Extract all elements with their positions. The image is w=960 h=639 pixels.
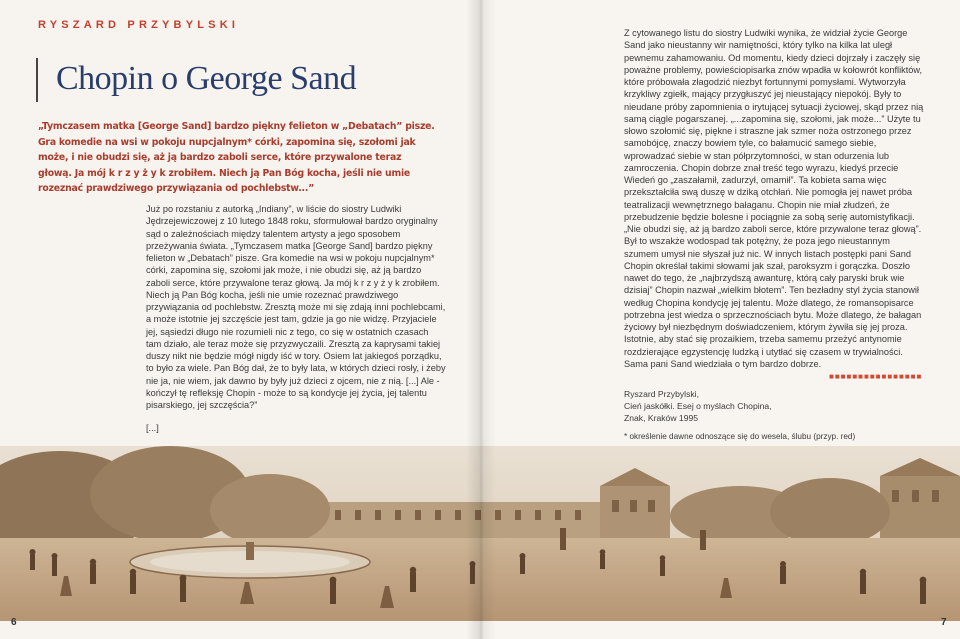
footnote: * określenie dawne odnoszące się do wesela, ślubu (przyp. red) [624, 432, 856, 441]
signature-publisher: Znak, Kraków 1995 [624, 413, 699, 423]
ellipsis-mark: [...] [146, 423, 159, 433]
author-header: RYSZARD PRZYBYLSKI [38, 19, 240, 31]
signature-author: Ryszard Przybylski, [624, 389, 699, 399]
page-title: Chopin o George Sand [56, 60, 357, 97]
page-number-right: 7 [941, 617, 947, 628]
separator-dots: ■■■■■■■■■■■■■■■■ [829, 372, 923, 381]
signature-block [624, 388, 772, 424]
title-rule [36, 58, 38, 102]
page-number-left: 6 [11, 617, 17, 628]
signature-work: Cień jaskółki. Esej o myślach Chopina, [624, 401, 772, 411]
body-text-left: Już po rozstaniu z autorką „Indiany”, w liście do siostry Ludwiki Jędrzejewiczowej z 10 lutego 1848 roku, sformułował bardzo oryginalny sąd o zależnościach między talentem artysty a jego sposobem przeżywania świata. „Tymczasem matka [George Sand] bardzo piękny felieton w „Debatach” pisze. Gra komedie na wsi w pokoju nupcjalnym* córki, zapomina się, szołomi jak może, i nie obudzi się, aż ją bardzo zaboli serce, które przywalone teraz głową. Ja mój k r z y ż y k zrobiłem. Niech ją Pan Bóg kocha, jeśli nie umie rozeznać prawdziwego przywiązania od pochlebstw. Zresztą może mi się zdają inni pochlebcami, a może istotnie jej szczęście jest tam, gdzie ja go nie widzę. Przyjaciele jej, sąsiedzi długo nie rozumieli nic z tego, co się w ostatnich czasach tam działo, ale teraz może się przyzwyczaili. Zresztą za kaprysami takiej duszy nikt nie będzie mógł nigdy iść w tory. Osiem lat jakiegoś porządku, to było za wiele. Pan Bóg dał, że to były lata, w których dzieci rosły, i żeby nie ja, nie wiem, jak dawno by były już dzieci z ojcem, nie z nią. [...] Ale - kończył tę refleksję Chopin - może to są kondycje jej życia, jej talentu pisarskiego, jej szczęścia?” [146, 204, 446, 410]
garden-engraving-illustration [0, 446, 960, 621]
intro-quote: „Tymczasem matka [George Sand] bardzo piękny felieton w „Debatach” pisze. Gra komedie na wsi w pokoju nupcjalnym* córki, zapomina się, szołomi jak może, i nie obudzi się, aż ją bardzo zaboli serce, które przywalone teraz głową. Ja mój k r z y ż y k zrobiłem. Niech ją Pan Bóg kocha, jeśli nie umie rozeznać prawdziwego przywiązania od pochlebstw...” [38, 121, 435, 194]
body-text-right: Z cytowanego listu do siostry Ludwiki wynika, że widział życie George Sand jako nieustanny wir namiętności, który tylko na kilka lat uległ pewnemu zahamowaniu. Od momentu, kiedy dzieci dojrzały i zaczęły się poważne problemy, powieściopisarka znów wpadła w kołowrót konfliktów, które próbowała złagodzić niezbyt fortunnymi pomysłami. Wytworzyła krzykliwy zgiełk, mający przygłuszyć jej nieustający niepokój. Były to nieudane próby zapomnienia o irytującej sytuacji życiowej, skąd przez nią samą ciągle pogarszanej. „...zapomina się, szołomi, jak może...” Użyte tu słowo szołomić się, piękne i straszne jak szmer noża ostrzonego przez samobójcę, znaczy bowiem tyle, co bałamucić samego siebie, wprowadzać siebie w stan półprzytomności, w stan odurzenia lub zamroczenia. Chopin dobrze znał treść tego wyrazu, kiedyś przecie Wiedeń go „zaszałamił, zadurzył, omamił”. Ta kobieta sama więc przekształciła swą duszę w dziką otchłań. Nie pomogła jej nawet próba teatralizacji wewnętrznego bałaganu. Chopin nie miał złudzeń, że przebudzenie będzie bolesne i pociągnie za sobą serię automistyfikacji. „Nie obudzi się, aż ją bardzo zaboli serce, które przywalone teraz głową”. Był to wszakże wodospad tak potężny, że poza jego nieustannym szumem umysł nie słyszał już nic. W innych listach postępki pani Sand Chopin określał takimi słowami jak szał, paroksyzm i gorączka. Doszło nawet do tego, że „najbrzydszą awanturę, którą cały paryski bruk wie dzisiaj” Chopin nazwał „wielkim błotem”. Ten bezładny styl życia stanowił według Chopina kondycję jej talentu. Może dlatego, że romansopisarce potrzebna jest wiedza o sprzecznościach bytu. Może dlatego, że bałagan życiowy był niezbędnym doświadczeniem, którym żywiła się jej proza. Istotnie, aby stać się prozaikiem, trzeba samemu przeżyć antynomie rozdzierające egzystencję ludzką i utytłać się czasem w trywialności. Sama pani Sand wiedziała o tym bardzo dobrze. [624, 28, 924, 369]
